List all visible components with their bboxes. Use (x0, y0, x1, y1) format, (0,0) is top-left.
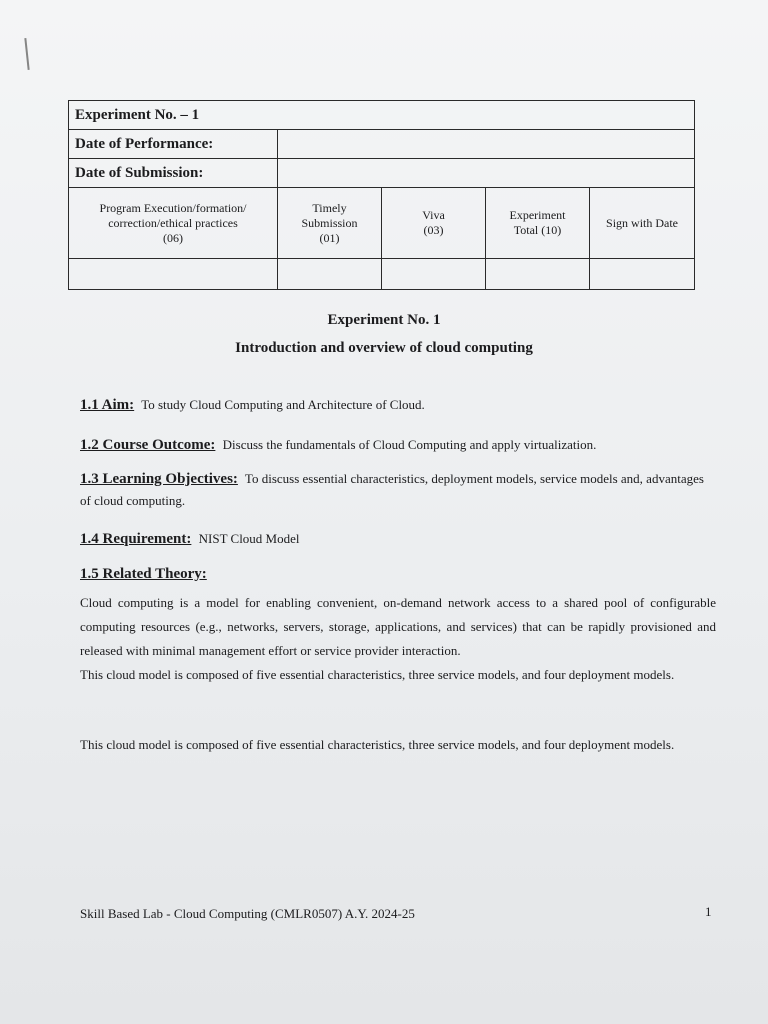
footer-course-info: Skill Based Lab - Cloud Computing (CMLR0507) A.Y. 2024-25 (80, 906, 415, 921)
marks-cell-viva (382, 259, 486, 290)
section-text: NIST Cloud Model (198, 531, 300, 546)
theory-paragraph-2: This cloud model is composed of five essential characteristics, three service models, and four deployment models. (80, 667, 675, 682)
section-text: To study Cloud Computing and Architecture of Cloud. (141, 397, 425, 412)
section-heading: 1.1 Aim: (80, 397, 135, 413)
section-heading: 1.4 Requirement: (80, 531, 192, 547)
section-course-outcome (80, 434, 716, 456)
section-heading: 1.2 Course Outcome: (80, 437, 216, 453)
column-header-sign-with-date: Sign with Date (590, 188, 695, 259)
experiment-title: Experiment No. 1 (327, 312, 441, 328)
section-text: To discuss essential characteristics, deployment models, service models and, advantages of cloud computing. (80, 471, 704, 508)
section-heading: 1.3 Learning Objectives: (80, 471, 238, 487)
experiment-subtitle: Introduction and overview of cloud computing (235, 340, 533, 356)
table-row (69, 101, 695, 130)
column-header-experiment-total: Experiment Total (10) (486, 188, 590, 259)
evaluation-table (68, 100, 695, 290)
section-related-theory (80, 563, 716, 585)
column-header-viva: Viva (03) (382, 188, 486, 259)
section-requirement (80, 528, 716, 550)
column-header-timely-submission: Timely Submission (01) (278, 188, 382, 259)
theory-paragraph-3: This cloud model is composed of five essential characteristics, three service models, and four deployment models. (80, 737, 675, 752)
section-heading: 1.5 Related Theory: (80, 566, 207, 582)
marks-cell-timely-submission (278, 259, 382, 290)
section-aim (80, 394, 716, 416)
table-row (69, 159, 695, 188)
table-row (69, 259, 695, 290)
date-of-performance-value (278, 130, 695, 159)
page-number: 1 (705, 904, 712, 919)
date-of-performance-label: Date of Performance: (69, 130, 278, 159)
table-row (69, 188, 695, 259)
marks-cell-experiment-total (486, 259, 590, 290)
date-of-submission-value (278, 159, 695, 188)
marks-cell-program-execution (69, 259, 278, 290)
date-of-submission-label: Date of Submission: (69, 159, 278, 188)
theory-paragraph-1: Cloud computing is a model for enabling convenient, on-demand network access to a shared pool of configurable computing resources (e.g., networks, servers, storage, applications, and services) that can be rapidly provisioned and released with minimal management effort or service provider interaction. (80, 595, 716, 658)
column-header-program-execution: Program Execution/formation/ correction/ethical practices (06) (69, 188, 278, 259)
table-row (69, 130, 695, 159)
experiment-no-cell: Experiment No. – 1 (69, 101, 695, 130)
section-text: Discuss the fundamentals of Cloud Computing and apply virtualization. (222, 437, 597, 452)
pen-mark (24, 38, 29, 70)
section-learning-objectives (80, 468, 716, 512)
marks-cell-sign-with-date (590, 259, 695, 290)
